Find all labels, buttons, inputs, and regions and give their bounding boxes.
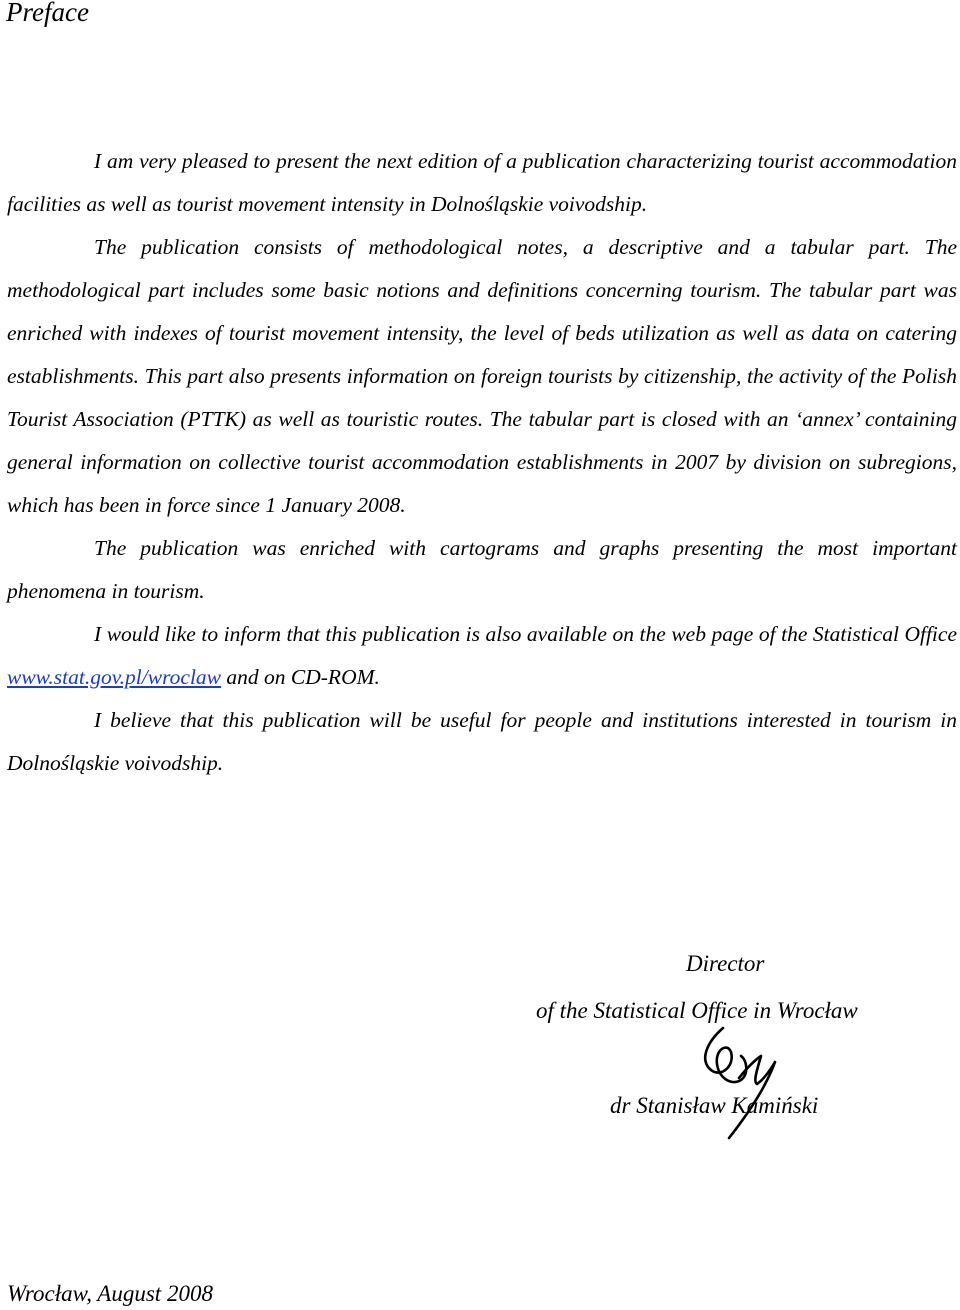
paragraph-closing: I believe that this publication will be useful for people and institutions interested in tourism in Dolnośląskie voivodship. bbox=[7, 708, 957, 775]
preface-body bbox=[7, 140, 957, 785]
handwritten-signature bbox=[695, 1020, 785, 1140]
director-title: Director bbox=[686, 951, 765, 976]
director-name: dr Stanisław Kamiński bbox=[610, 1093, 819, 1118]
paragraph-cartograms: The publication was enriched with cartograms and graphs presenting the most important phenomena in tourism. bbox=[7, 536, 957, 603]
paragraph-availability bbox=[7, 613, 957, 699]
availability-text: I would like to inform that this publication is also available on the web page of the Statistical Office bbox=[94, 622, 957, 646]
paragraph-intro: I am very pleased to present the next edition of a publication characterizing tourist accommodation facilities as well as tourist movement intensity in Dolnośląskie voivodship. bbox=[7, 149, 957, 216]
page-title: Preface bbox=[6, 0, 89, 27]
place-date: Wrocław, August 2008 bbox=[7, 1281, 213, 1306]
availability-text-end: and on CD-ROM. bbox=[221, 665, 380, 689]
office-name: of the Statistical Office in Wrocław bbox=[536, 998, 858, 1023]
stat-office-link[interactable]: www.stat.gov.pl/wroclaw bbox=[7, 665, 222, 689]
paragraph-contents: The publication consists of methodological notes, a descriptive and a tabular part. The methodological part includes some basic notions and definitions concerning tourism. The tabular part was enriched with indexes of tourist movement intensity, the level of beds utilization as well as data on catering establishments. This part also presents information on foreign tourists by citizenship, the activity of the Polish Tourist Association (PTTK) as well as touristic routes. The tabular part is closed with an ‘annex’ containing general information on collective tourist accommodation establishments in 2007 by division on subregions, which has been in force since 1 January 2008. bbox=[7, 235, 957, 517]
